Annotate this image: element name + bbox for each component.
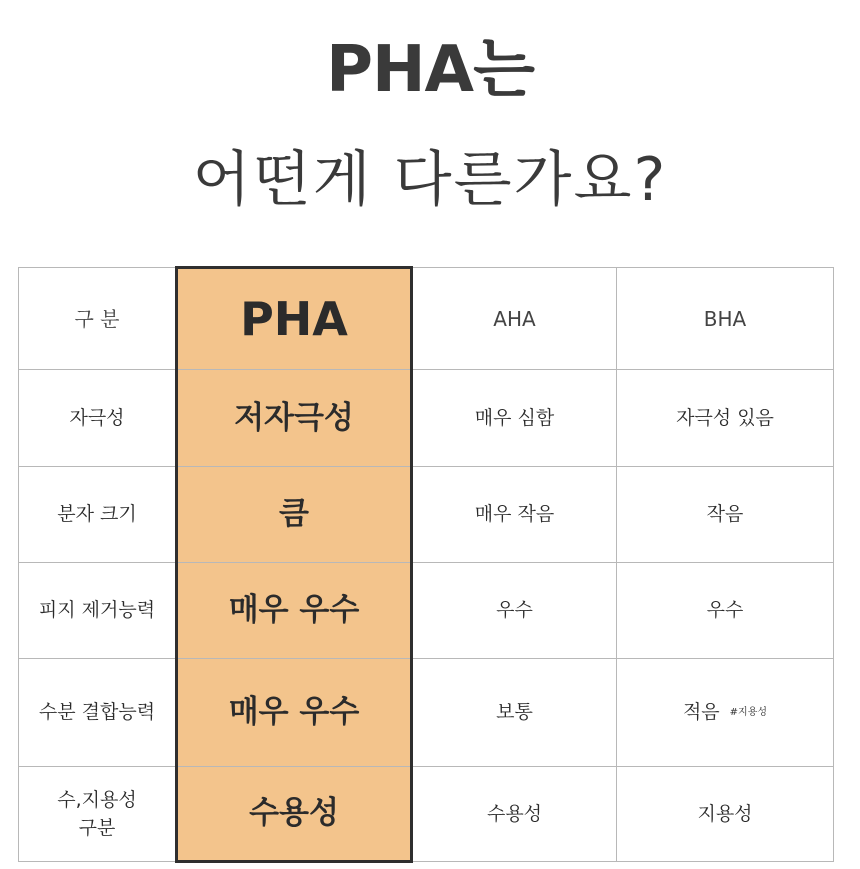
pha-value: 매우 우수 xyxy=(177,659,412,767)
bha-note: #지용성 xyxy=(729,707,768,719)
table-header-row xyxy=(19,268,834,370)
comparison-table xyxy=(18,266,834,863)
aha-value: 매우 작음 xyxy=(412,467,617,563)
pha-value: 큼 xyxy=(177,467,412,563)
page-subtitle: 어떤게 다른가요? xyxy=(192,145,668,215)
header-aha: AHA xyxy=(412,268,617,370)
row-label-line2: 구분 xyxy=(78,817,116,839)
bha-value: 적음 xyxy=(682,701,720,724)
row-label: 자극성 xyxy=(19,370,177,467)
row-label: 피지 제거능력 xyxy=(19,563,177,659)
table-row xyxy=(19,370,834,467)
pha-value: 저자극성 xyxy=(177,370,412,467)
pha-value: 매우 우수 xyxy=(177,563,412,659)
header-pha: PHA xyxy=(177,268,412,370)
bha-value: 지용성 xyxy=(617,767,834,862)
bha-value: 작음 xyxy=(617,467,834,563)
aha-value: 매우 심함 xyxy=(412,370,617,467)
aha-value: 수용성 xyxy=(412,767,617,862)
bha-value: 우수 xyxy=(617,563,834,659)
page-title: PHA는 xyxy=(326,33,534,107)
aha-value: 우수 xyxy=(412,563,617,659)
header-bha: BHA xyxy=(617,268,834,370)
row-label-line1: 수,지용성 xyxy=(57,788,137,811)
table-row xyxy=(19,659,834,767)
pha-value: 수용성 xyxy=(177,767,412,862)
table-row xyxy=(19,767,834,862)
bha-value: 자극성 있음 xyxy=(617,370,834,467)
header-category: 구 분 xyxy=(19,268,177,370)
row-label: 수분 결합능력 xyxy=(19,659,177,767)
row-label-cell xyxy=(19,767,177,862)
bha-value-cell xyxy=(617,659,834,767)
aha-value: 보통 xyxy=(412,659,617,767)
table-row xyxy=(19,467,834,563)
table-row xyxy=(19,563,834,659)
row-label: 분자 크기 xyxy=(19,467,177,563)
